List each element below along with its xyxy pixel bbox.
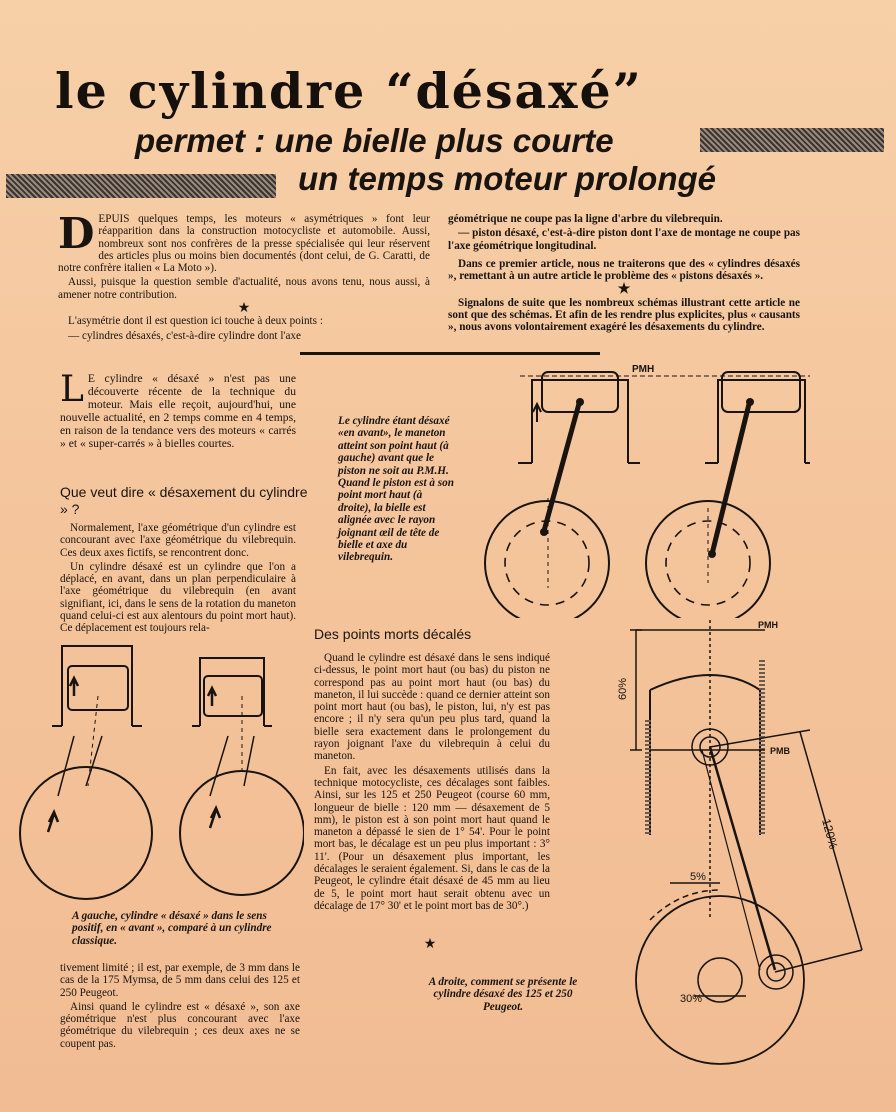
intro-paragraph: géométrique ne coupe pas la ligne d'arbre du vilebrequin. xyxy=(448,213,723,225)
intro-paragraph: — cylindres désaxés, c'est-à-dire cylindre dont l'axe xyxy=(68,329,301,342)
diagram-desaxe-pair xyxy=(460,358,810,618)
intro-paragraph: Signalons de suite que les nombreux schémas illustrant cette article ne sont que des schémas. Et afin de les rendre plus explicites, plus « causants », nous avons volontairement exagéré les désaxements du cylindre. xyxy=(448,296,800,334)
column-1-bottom xyxy=(60,962,300,1052)
body-paragraph: Ainsi quand le cylindre est « désaxé », son axe géométrique n'est plus concourant avec l'axe géométrique du vilebrequin ; ces deux axes ne se coupent pas. xyxy=(60,1000,300,1050)
body-paragraph: Un cylindre désaxé est un cylindre que l'on a déplacé, en avant, dans un plan perpendiculaire à l'axe géométrique du vilebrequin (en avant signifiant, ici, dans le sens de la rotation du maneton quand celui-ci est aux alentours du point mort haut). Ce déplacement est toujours rela- xyxy=(60,560,296,635)
hatch-bar-left xyxy=(6,174,276,198)
intro-paragraph: Dans ce premier article, nous ne traiterons que des « cylindres désaxés », remettant à un autre article le problème des « pistons désaxés ». xyxy=(448,257,800,283)
connecting-rod xyxy=(544,400,580,531)
caption-middle: Le cylindre étant désaxé «en avant», le maneton atteint son point haut (à gauche) avant que le piston ne soit au P.M.H. Quand le piston est à son point mort haut (à droite), la bielle est alignée avec le rayon joignant œil de tête de bielle et axe du vilebrequin. xyxy=(338,415,454,564)
body-paragraph: Normalement, l'axe géométrique d'un cylindre est concourant avec l'axe géométrique du vilebrequin. Ces deux axes fictifs, se rencontrent donc. xyxy=(60,522,296,559)
subhead-desaxement: Que veut dire « désaxement du cylindre » ? xyxy=(60,484,308,517)
label-pmh: PMH xyxy=(632,364,655,375)
label-pmb: PMB xyxy=(770,746,790,756)
body-paragraph: En fait, avec les désaxements utilisés dans la technique motocycliste, ces décalages sont faibles. Ainsi, sur les 125 et 250 Peugeot (course 60 mm, longueur de bielle : 120 mm — désaxement de 5 mm), le piston est à son point mort haut quand le maneton a dépassé le sien de 1° 54'. Pour le point mort bas, le décalage est un peu plus important : 3° 11'. (Pour un désaxement plus important, les décalages le seraient également. Si, dans le cas de la Peugeot, le cylindre était désaxé de 45 mm au lieu de 5, le point mort haut serait obtenu avec un décalage de 17° 30' et le point mort bas de 30°.) xyxy=(314,764,550,912)
intro-paragraph: Aussi, puisque la question semble d'actualité, nous avons tenu, nous aussi, à amener notre contribution. xyxy=(58,276,430,301)
column-1-middle xyxy=(60,522,296,637)
body-paragraph: tivement limité ; il est, par exemple, de 3 mm dans le cas de la 175 Mymsa, de 5 mm dans celui des 125 et 250 Peugeot. xyxy=(60,962,300,999)
divider-rule xyxy=(300,352,600,355)
label-rod: 120% xyxy=(819,817,841,851)
drop-cap-l: L xyxy=(60,369,84,410)
intro-right-column xyxy=(448,213,800,336)
drop-cap-d: D xyxy=(58,209,95,258)
label-stroke: 60% xyxy=(617,677,629,700)
label-radius: 30% xyxy=(680,993,703,1005)
diagram-compare xyxy=(14,636,304,906)
label-offset: 5% xyxy=(690,871,706,883)
column-2 xyxy=(314,652,550,914)
star-separator: ★ xyxy=(423,937,437,952)
body-paragraph: E cylindre « désaxé » n'est pas une découverte récente de la technique du moteur. Mais elle reçoit, aujourd'hui, une nouvelle actualité, en 2 temps comme en 4 temps, en raison de la tendance vers des moteurs « carrés » et « super-carrés » à bielles courtes. xyxy=(60,372,296,450)
label-pmh: PMH xyxy=(758,620,778,630)
article-subtitle-2: un temps moteur prolongé xyxy=(298,160,717,197)
column-1-top xyxy=(60,369,296,452)
subhead-points-morts: Des points morts décalés xyxy=(314,626,472,642)
intro-paragraph: EPUIS quelques temps, les moteurs « asymétriques » font leur réapparition dans la construction motocycliste et automobile. Aussi, nombreux sont nos confrères de la presse spécialisée qui leur réservent des articles plus ou moins bien documentés (dont celui, de G. Caratti, de notre confrère italien « La Moto »). xyxy=(58,213,430,275)
star-separator: ★ xyxy=(237,301,251,317)
cylinder-wall xyxy=(532,380,628,463)
star-separator: ★ xyxy=(617,282,631,298)
intro-left-column xyxy=(58,209,430,344)
intro-paragraph: L'asymétrie dont il est question ici touche à deux points : xyxy=(68,315,323,328)
article-title: le cylindre “désaxé” xyxy=(55,62,643,120)
caption-left: A gauche, cylindre « désaxé » dans le sens positif, en « avant », comparé à un cylindre classique. xyxy=(72,910,272,947)
hatch-bar-right xyxy=(700,128,884,152)
article-subtitle-1: permet : une bielle plus courte xyxy=(135,122,614,159)
body-paragraph: Quand le cylindre est désaxé dans le sens indiqué ci-dessus, le point mort haut (ou bas) du piston ne correspond pas au point mort haut (ou bas) du maneton, il lui succède : quand ce dernier atteint son point mort haut (ou bas), le piston, lui, n'y est pas encore ; il n'y sera qu'un peu plus tard, quand la bielle sera exactement dans le prolongement du rayon joignant l'axe du vilebrequin à celui du maneton. xyxy=(314,652,550,763)
caption-right: A droite, comment se présente le cylindre désaxé des 125 et 250 Peugeot. xyxy=(428,976,578,1013)
diagram-peugeot xyxy=(600,620,890,1100)
intro-paragraph: — piston désaxé, c'est-à-dire piston dont l'axe de montage ne coupe pas l'axe géométrique longitudinal. xyxy=(448,227,800,252)
